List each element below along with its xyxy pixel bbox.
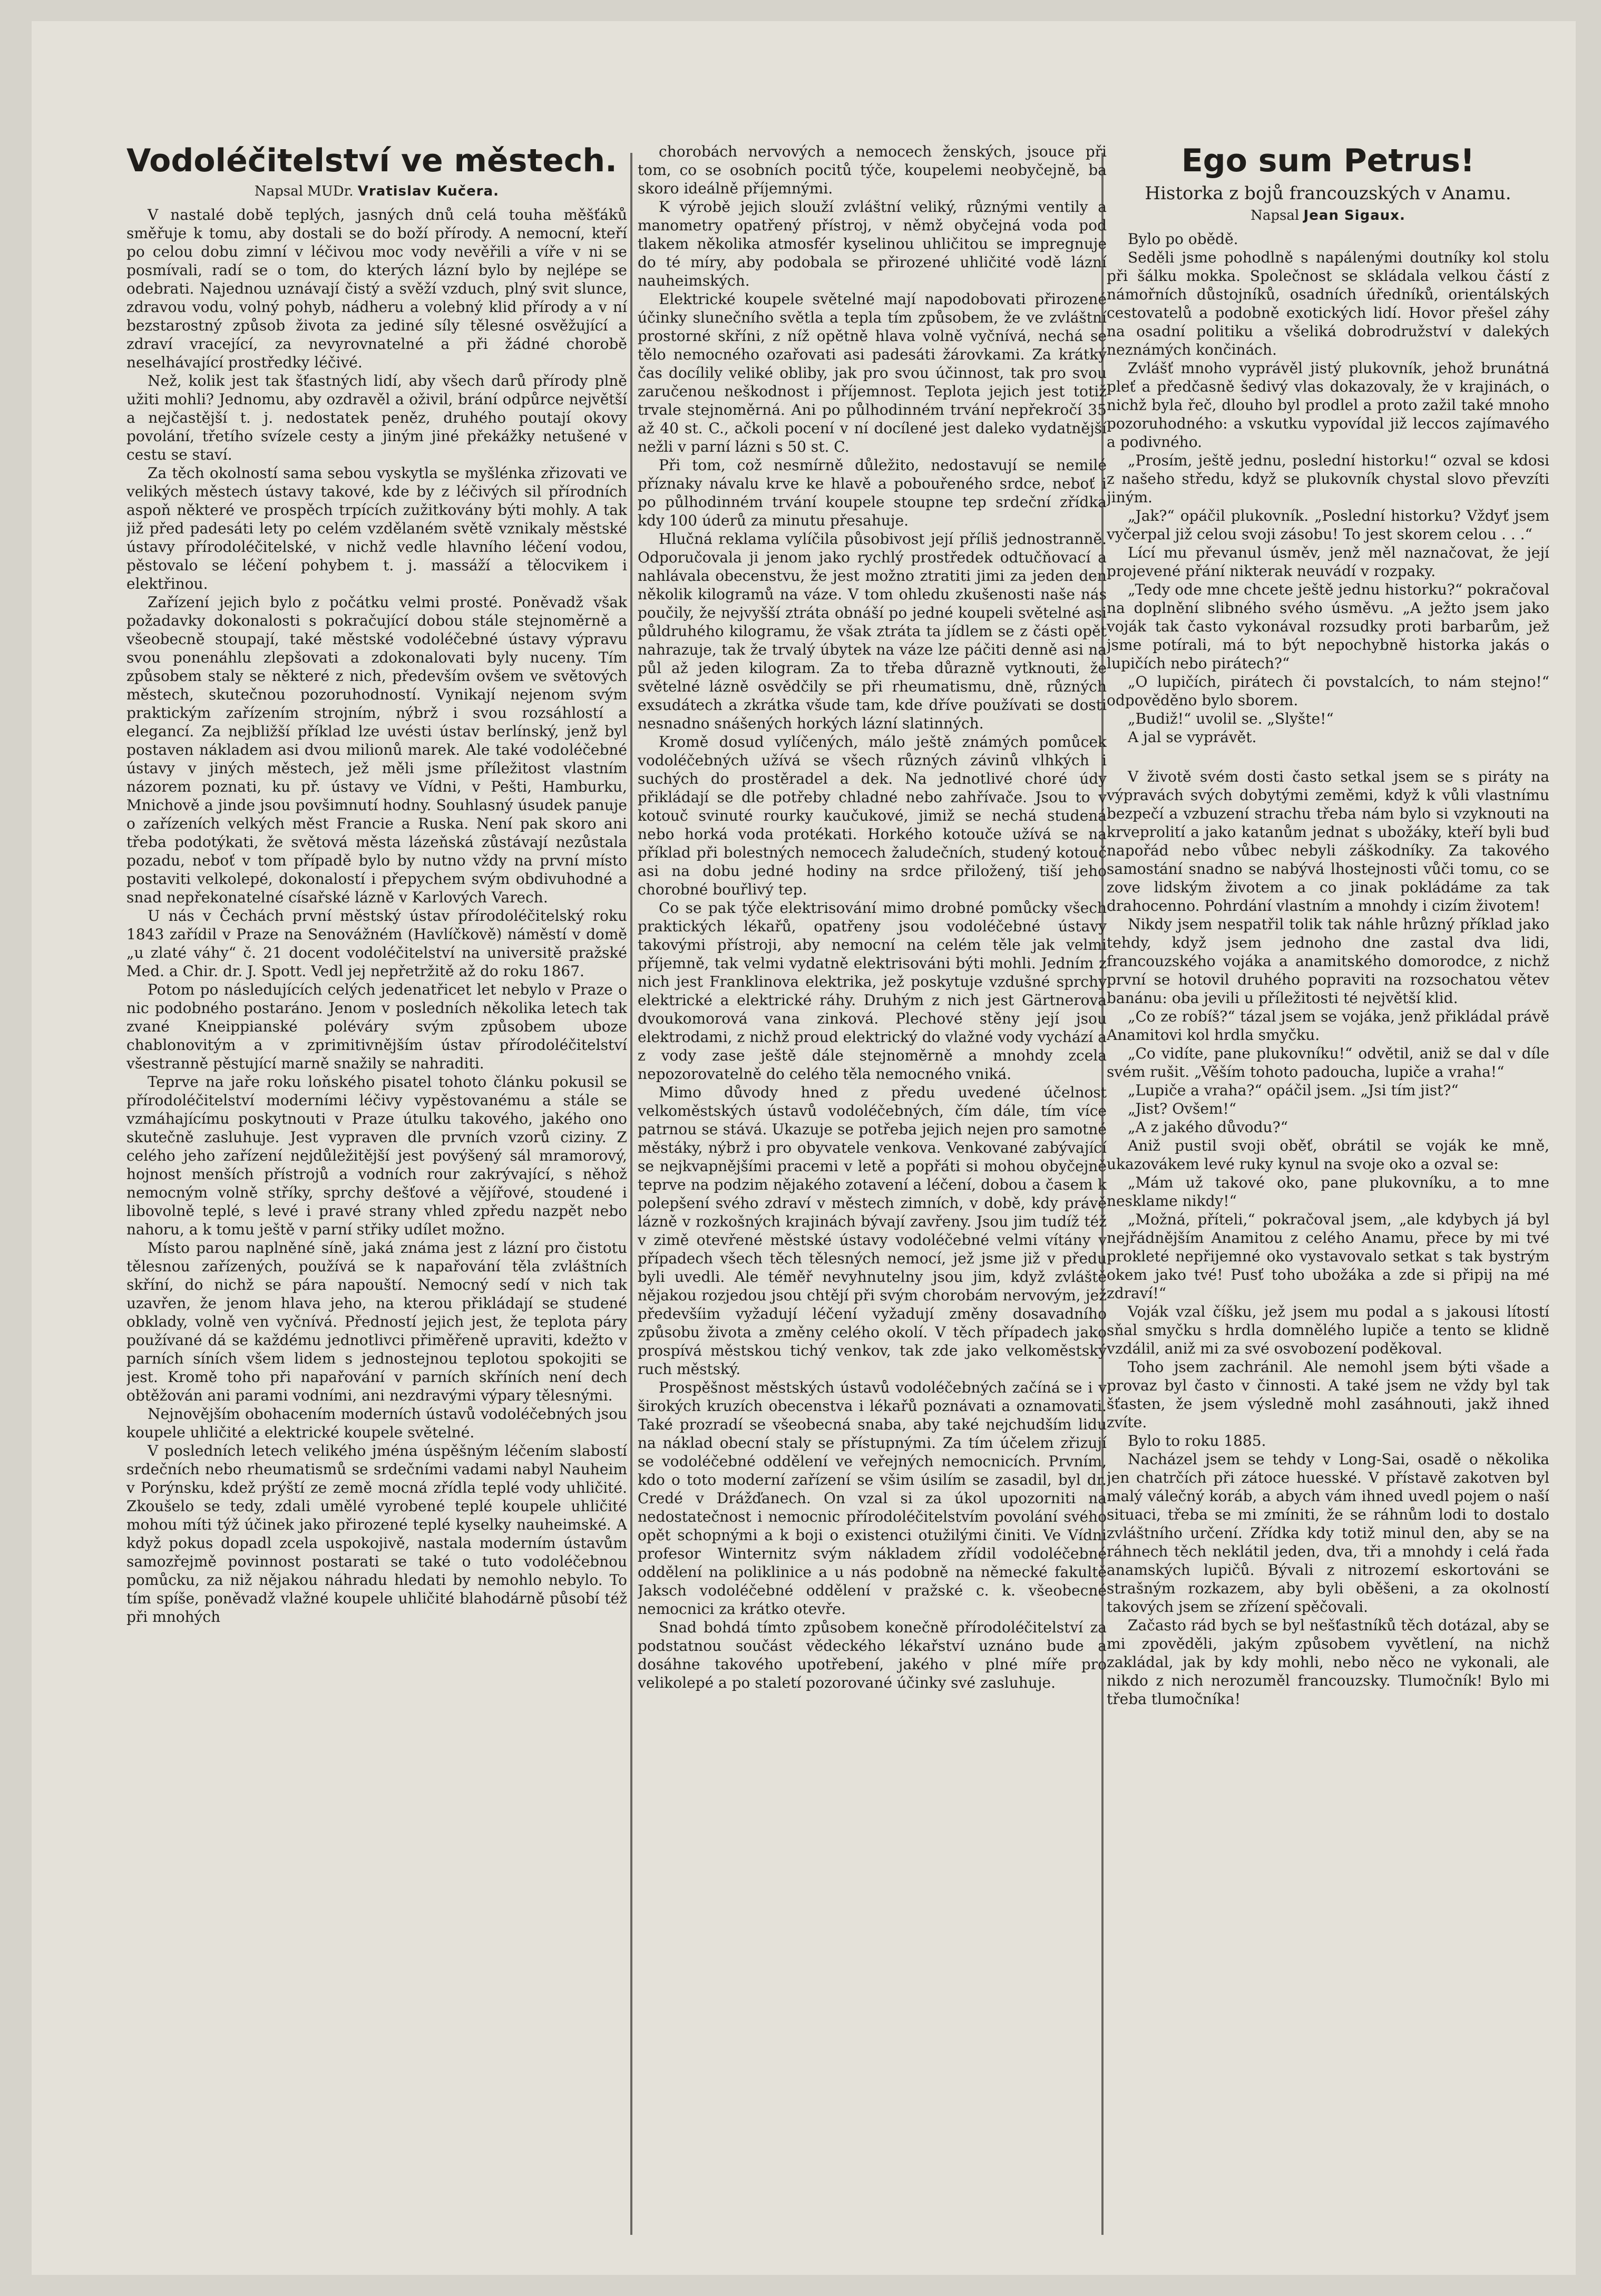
byline-prefix: Napsal MUDr. — [254, 183, 354, 199]
byline-prefix: Napsal — [1251, 208, 1300, 223]
story-subtitle: Historka z bojů francouzských v Anamu. — [1145, 183, 1511, 204]
paragraph: „Budiž!“ uvolil se. „Slyšte!“ — [1128, 710, 1334, 727]
paragraph: Prospěšnost městských ústavů vodoléčebných začíná se i v širokých kruzích obecenstva i lékařů poznávati a oznamovati. Také prozradí se všeobecná snaba, aby také nejchudším lidu na náklad obecní staly se přístupnými. Za tím účelem zřizují se vodoléčebné oddělení ve veřejných nemocnicích. Prvním, kdo o toto moderní zařízení se všim úsilím se zasadil, byl dr. Credé v Drážďanech. On vzal si za úkol upozorniti na nedostatečnost i nemocnic přírodoléčitelstvím povolání svého opět schopnými a k boji o existenci otužilými činiti. Ve Vídni profesor Winternitz svým nákladem zřídil vodoléčebné oddělení na poliklinice a u nás podobně na německé fakultě Jaksch vodoléčebné oddělení v pražské c. k. všeobecné nemocnici za krátko otevře. — [638, 1379, 1107, 1618]
author-name: Jean Sigaux. — [1303, 208, 1405, 223]
paragraph: Zvlášť mnoho vyprávěl jistý plukovník, jehož brunátná pleť a předčasně šedivý vlas dokazovaly, že v krajinách, o nichž byla řeč, dlouho byl prodlel a proto zažil také mnoho pozoruhodného: a vskutku vypovídal již leccos zajímavého a podivného. — [1107, 359, 1549, 451]
paragraph: „Jak?“ opáčil plukovník. „Poslední historku? Vždyť jsem vyčerpal již celou svoji zásobu! To jest skorem celou . . .“ — [1107, 507, 1549, 543]
paragraph: Nejnovějším obohacením moderních ústavů vodoléčebných jsou koupele uhličité a elektrické koupele světelné. — [126, 1405, 627, 1441]
paragraph: A jal se vyprávět. — [1128, 728, 1257, 746]
paragraph: „A z jakého důvodu?“ — [1128, 1118, 1288, 1136]
paragraph: Teprve na jaře roku loňského pisatel tohoto článku pokusil se přírodoléčitelství moderními léčivy vypěstovanému a stále se vzmáhajícímu poskytnouti v Praze útulku takového, jakého ono skutečně zasluhuje. Jest vypraven dle prvních vzorů ciziny. Z celého jeho zařízení nejdůležitější jest povýšený sál mramorový, hojnost menších přístrojů a vodních rour zakrývající, s něhož nemocným volně stříky, sprchy dešťové a vějířové, stoudené i libovolně teplé, s levé i pravé strany vhled zpředu nazpět nebo nahoru, a k tomu ještě v parní střiky udílet možno. — [126, 1073, 627, 1238]
paragraph: V životě svém dosti často setkal jsem se s piráty na výpravách svých dobytými zeměmi, když k vůli vlastnímu bezpečí a vzbuzení strachu třeba nám bylo si vzyknouti na krveprolití a jako katanům jednat s ubožáky, kteří byli buď napořád nebo vůbec nebyli záškodníky. Za takového samostání snadno se nabývá lhostejnosti vůči tomu, co se zove lidským životem a co jinak pokládáme za tak drahocenno. Pohrdání vlastním a mnohdy i cizím životem! — [1107, 768, 1549, 914]
paragraph: Voják vzal číšku, jež jsem mu podal a s jakousi lítostí sňal smyčku s hrdla domnělého lupiče a tento se klidně vzdálil, aniž mi za své osvobození poděkoval. — [1107, 1303, 1549, 1357]
column-1 — [126, 142, 627, 2240]
paragraph: Co se pak týče elektrisování mimo drobné pomůcky všech praktických lékařů, opatřeny jsou vodoléčebné ústavy takovými přístroji, aby nemocní na celém těle jak velmi příjemně, tak velmi vydatně elektrisováni býti mohli. Jedním z nich jest Franklinova elektrika, jež poskytuje vzdušné sprchy elektrické a elektrické ráhy. Druhým z nich jest Gärtnerova dvoukomorová vana zinková. Plechové stěny její jsou elektrodami, z nichž proud elektrický do vlažné vody vychází a z vody zase ještě dále stejnoměrně a mnohdy zcela nepozorovatelně do celého těla nemocného vniká. — [638, 899, 1107, 1083]
paragraph: V posledních letech velikého jména úspěšným léčením slabostí srdečních nebo rheumatismů se srdečními vadami nabyl Nauheim v Porýnsku, kdež prýští ze země mocná zřídla teplé vody uhličité. Zkoušelo se tedy, zdali umělé vyrobené teplé koupele uhličité mohou míti týž účinek jako přirozené teplé kyselky nauheimské. A když pokus dopadl zcela uspokojivě, nastala moderním ústavům samozřejmě povinnost postarati se také o tuto vodoléčebnou pomůcku, za niž nějakou náhradu hledati by nemohlo nebylo. To tím spíše, poněvadž vlažné koupele uhličité blahodárně působí též při mnohých — [126, 1442, 627, 1626]
paragraph: K výrobě jejich slouží zvláštní veliký, různými ventily a manometry opatřený přístroj, v němž obyčejná voda pod tlakem několika atmosfér kyselinou uhličitou se impregnuje do té míry, aby podobala se přirozené uhličité vodě lázní nauheimských. — [638, 198, 1107, 289]
column-2 — [638, 142, 1107, 2240]
article-body-continued — [638, 142, 1107, 1692]
paragraph: Nikdy jsem nespatřil tolik tak náhle hrůzný příklad jako tehdy, když jsem jednoho dne zastal dva lidi, francouzského vojáka a anamitského domorodce, z nichž první se hotovil druhého popraviti na rozsochatou větev banánu: oba jevili u příležitosti té největší klid. — [1107, 916, 1549, 1007]
paragraph: Elektrické koupele světelné mají napodobovati přirozené účinky slunečního světla a tepla tím způsobem, že ve zvláštní prostorné skříni, z níž opětně hlava volně vyčnívá, nechá se tělo nemocného ozařovati asi padesáti žárovkami. Za krátký čas docílily veliké obliby, jak pro svou účinnost, tak pro svou zaručenou neškodnost i příjemnost. Teplota jejich jest totiž trvale stejnoměrná. Ani po půlhodinném trvání nepřekročí 35 až 40 st. C., ačkoli pocení v ní docílené jest daleko vydatnější nežli v parní lázni s 50 st. C. — [638, 290, 1107, 455]
story-title: Ego sum Petrus! — [1181, 142, 1475, 179]
paragraph: Při tom, což nesmírně důležito, nedostavují se nemilé příznaky návalu krve ke hlavě a pobouřeného srdce, neboť i po půlhodinném trvání koupele stoupne tep srdeční zřídka kdy 100 úderů za minutu přesahuje. — [638, 456, 1107, 529]
paragraph: „Tedy ode mne chcete ještě jednu historku?“ pokračoval na doplnění slibného svého úsměvu. „A ježto jsem jako voják tak často vykonával rozsudky proti barbarům, jež jsme potírali, má to být nepochybně historka jakás o lupičích nebo pirátech?“ — [1107, 581, 1549, 672]
column-3 — [1107, 142, 1549, 2240]
story-byline — [1107, 207, 1549, 225]
paragraph: Seděli jsme pohodlně s napálenými doutníky kol stolu při šálku mokka. Společnost se skládala velkou částí z námořních důstojníků, osadních úředníků, orientálských cestovatelů a podobně exotických lidí. Hovor přešel záhy na osadní politiku a všeliká dobrodružství v dalekých neznámých končinách. — [1107, 249, 1549, 358]
paragraph: Toho jsem zachránil. Ale nemohl jsem býti všade a provaz byl často v činnosti. A také jsem ne vždy byl tak šťasten, že jsem výsledně mohl zasáhnouti, jakž ihned zvíte. — [1107, 1358, 1549, 1431]
paragraph: Hlučná reklama vylíčila působivost její příliš jednostranně. Odporučovala ji jenom jako rychlý prostředek odtučňovací a nahlávala obecenstvu, že jest možno ztratiti jimi za jeden den několik kilogramů na váze. V tom ohledu zkušenosti naše nás poučily, že nejvyšší ztráta obnáší po jedné koupeli světelné asi půldruhého kilogramu, že však ztráta ta jídlem se z části opět nahrazuje, tak že trvalý úbytek na váze lze páčiti denně asi na půl až jeden kilogram. Za to třeba důrazně vytknouti, že světelné lázně osvědčily se při rheumatismu, dně, různých exsudátech a zkrátka všude tam, kde dříve používati se dosti nesnadno snášených horkých lázní slatinných. — [638, 530, 1107, 732]
paragraph: U nás v Čechách první městský ústav přírodoléčitelský roku 1843 zařídil v Praze na Senovážném (Havlíčkově) náměstí v domě „u zlaté váhy“ č. 21 docent vodoléčitelství na universitě pražské Med. a Chir. dr. J. Spott. Vedl jej nepřetržitě až do roku 1867. — [126, 907, 627, 980]
author-name: Vratislav Kučera. — [357, 183, 500, 199]
paragraph: Kromě dosud vylíčených, málo ještě známých pomůcek vodoléčebných užívá se všech různých závinů vlhkých i suchých do prostěradel a dek. Na jednotlivé choré údy přikládají se dle potřeby chladné nebo zahřívače. Jsou to v kotouč svinuté rourky kaučukové, jimiž se nechá studená nebo horká voda protékati. Horkého kotouče užívá se na příklad při bolestných nemocech žaludečních, studený kotouč asi na dobu jedné hodiny na srdce přiložený, tiší jeho chorobné bouřlivý tep. — [638, 733, 1107, 898]
paragraph: Než, kolik jest tak šťastných lidí, aby všech darů přírody plně užiti mohli? Jednomu, aby ozdravěl a oživil, brání odpůrce největší a nejčastější t. j. nedostatek peněz, druhého poutají okovy povolání, třetího svízele cesty a jiným jiné překážky netušené v cestu se staví. — [126, 372, 627, 463]
paragraph: „Co ze robíš?“ tázal jsem se vojáka, jenž přikládal právě Anamitovi kol hrdla smyčku. — [1107, 1008, 1549, 1044]
paragraph: Potom po následujících celých jedenatřicet let nebylo v Praze o nic podobného postaráno. Jenom v posledních několika letech tak zvané Kneippianské poléváry svým způsobem uboze chablonovitým a v zprimitivnějším ústav přírodoléčitelství všestranně pěstující marně snažily se nahraditi. — [126, 981, 627, 1072]
paragraph: „Prosím, ještě jednu, poslední historku!“ ozval se kdosi z našeho středu, když se plukovník chystal slovo převzíti jiným. — [1107, 452, 1549, 506]
paragraph: Bylo to roku 1885. — [1128, 1432, 1266, 1449]
paragraph: „Co vidíte, pane plukovníku!“ odvětil, aniž se dal v díle svém rušit. „Věším tohoto padoucha, lupiče a vraha!“ — [1107, 1045, 1549, 1081]
paragraph: Zařízení jejich bylo z počátku velmi prosté. Poněvadž však požadavky dokonalosti s pokračující dobou stále stejnoměrně a všeobecně stoupají, také městské vodoléčebné ústavy výpravu svou ponenáhlu zlepšovati a zdokonalovati byly nuceny. Tím způsobem staly se některé z nich, především ovšem ve světových městech, skutečnou pozoruhodností. Vynikají nejenom svým praktickým zařízením strojním, nýbrž i svou rozsáhlostí a elegancí. Za nejbližší příklad lze uvésti ústav berlínský, jenž byl postaven nákladem asi dvou milionů marek. Ale také vodoléčebné ústavy v jiných městech, jež měli jsme příležitost vlastním názorem poznati, ku př. ústavy ve Vídni, v Pešti, Hamburku, Mnichově a jinde jsou povšimnutí hodny. Souhlasný úsudek panuje o zařízeních velkých měst Francie a Ruska. Není pak skoro ani třeba podotýkati, že světová města lázeňská zůstávají nezůstala pozadu, neboť v tom případě bylo by nutno vždy na první místo postaviti velkolepé, dokonalostí i přepychem svým obdivuhodné a snad nepřekonatelné císařské lázně v Karlových Varech. — [126, 594, 627, 906]
paragraph: „Lupiče a vraha?“ opáčil jsem. „Jsi tím jist?“ — [1128, 1082, 1459, 1099]
section-break — [1107, 746, 1549, 767]
paragraph: V nastalé době teplých, jasných dnů celá touha měšťáků směřuje k tomu, aby dostali se do boží přírody. A nemocní, kteří po celou dobu zimní v léčivou moc vody nevěřili a víře v ni se posmívali, radí se o tom, do kterých lázní bylo by nejlépe se odebrati. Najednou uznávají čistý a svěží vzduch, plný svit slunce, zdravou vodu, volný pohyb, nádheru a volebný klid přírody a v ní bezstarostný způsob života za jediné síly tělesné osvěžující a zdraví vracející, za nevyrovnatelné a při žádné chorobě neselhávající prostředky léčivé. — [126, 206, 627, 371]
paragraph: Za těch okolností sama sebou vyskytla se myšlénka zřizovati ve velikých městech ústavy takové, kde by z léčivých sil přírodních aspoň některé ve prospěch trpících zužitkovány býti mohly. A tak již před padesáti lety po celém vzdělaném světě vznikaly městské ústavy přírodoléčitelské, v nichž vedle hlavního léčení vodou, pěstovalo se léčení pohybem t. j. massáží a tělocvikem i elektřinou. — [126, 464, 627, 592]
column-rule — [630, 153, 632, 2235]
paragraph: Aniž pustil svoji oběť, obrátil se voják ke mně, ukazovákem levé ruky kynul na svoje oko a ozval se: — [1107, 1137, 1549, 1173]
paragraph: „Možná, příteli,“ pokračoval jsem, „ale kdybych já byl nejřádnějším Anamitou z celého Anamu, přece by mi tvé prokleté nepřijemné oko vystavovalo setkat s tak bystrým okem jako tvé! Pusť toho ubožáka a zde si připij na mé zdraví!“ — [1107, 1211, 1549, 1302]
paragraph: Místo parou naplněné síně, jaká známa jest z lázní pro čistotu tělesnou zařízených, používá se k napařování těla zvláštních skříní, do nichž se pára napouští. Nemocný sedí v nich tak uzavřen, že jenom hlava jeho, na kterou přikládají se studené obklady, volně ven vyčnívá. Předností jejich jest, že teplota páry používané dá se každému jednotlivci přiměřeně upraviti, kdežto v parních síních všem lidem s jednostejnou teplotou spokojiti se jest. Kromě toho při napařování v parních skříních není dech obtěžován ani parami vodními, ani nezdravými výpary tělesnými. — [126, 1239, 627, 1404]
paragraph: Mimo důvody hned z předu uvedené účelnost velkoměstských ústavů vodoléčebných, čím dále, tím více patrnou se stává. Ukazuje se potřeba jejich nejen pro samotné městáky, nýbrž i pro obyvatele venkova. Venkované zabývající se nejkvapnějšími pracemi v letě a popřáti si mohou obyčejně teprve na podzim nějakého zotavení a léčení, dobou a časem k polepšení svého zdraví v městech zimních, v době, kdy právě lázně v rozkošných krajinách bývají zavřeny. Jsou jim tudíž též v zimě otevřené městské ústavy vodoléčebné velmi vítány v případech všech těch tělesných nemocí, jež jsme již v předu byli uvedli. Ale téměř nevyhnutelny jsou jim, když zvláště nějakou rozjedou jsou chtějí při svým chorobám nervovým, jež předevšíim vyžadují léčení vyžadují změny dosavadního způsobu života a změny celého okolí. V těch případech jako prospívá městskou tichý venkov, tak zde jako velkoměstský ruch městský. — [638, 1084, 1107, 1378]
paragraph: „Jist? Ovšem!“ — [1128, 1100, 1237, 1117]
story-body — [1107, 230, 1549, 1708]
article-byline — [126, 182, 627, 200]
paragraph: Lící mu převanul úsměv, jenž měl naznačovat, že její projevené přání nikterak neuvádí v rozpaky. — [1107, 544, 1549, 580]
paragraph: chorobách nervových a nemocech ženských, jsouce při tom, co se osobních pocitů týče, koupelemi neobyčejně, ba skoro ideálně příjemnými. — [638, 143, 1107, 197]
article-title: Vodoléčitelství ve městech. — [126, 142, 617, 179]
paragraph: Nacházel jsem se tehdy v Long-Sai, osadě o několika jen chatrčích při zátoce huesské. V přístavě zakotven byl malý válečný koráb, a abych vám ihned uvedl pojem o naší situaci, třeba se mi zmíniti, že se ráhnům lodi to dostalo zvláštního určení. Zřídka kdy totiž minul den, aby se na ráhnech těch neklátil jeden, dva, tři a mnohdy i celá řada anamských lupičů. Bývali z nitrozemí eskortováni se strašným rozkazem, aby byli oběšeni, a za okolností takových jsem se zřízení spěčovali. — [1107, 1451, 1549, 1616]
paragraph: Začasto rád bych se byl nešťastníků těch dotázal, aby se mi zpověděli, jakým způsobem vyvětlení, na nichž zakládal, jak by kdy mohli, nebo něco ne vykonali, ale nikdo z nich nerozuměl francouzsky. Tlumočník! Bylo mi třeba tlumočníka! — [1107, 1617, 1549, 1708]
paragraph: Bylo po obědě. — [1128, 230, 1238, 248]
newspaper-page — [32, 21, 1576, 2275]
paragraph: „O lupičích, pirátech či povstalcích, to nám stejno!“ odpověděno bylo sborem. — [1107, 673, 1549, 709]
article-body — [126, 206, 627, 1626]
paragraph: „Mám už takové oko, pane plukovníku, a to mne nesklame nikdy!“ — [1107, 1174, 1549, 1210]
paragraph: Snad bohdá tímto způsobem konečně přírodoléčitelství za podstatnou součást vědeckého lékařství uznáno bude a dosáhne takového upotřebení, jakého v plné míře pro velikolepé a po staletí pozorované účinky své zasluhuje. — [638, 1619, 1107, 1691]
